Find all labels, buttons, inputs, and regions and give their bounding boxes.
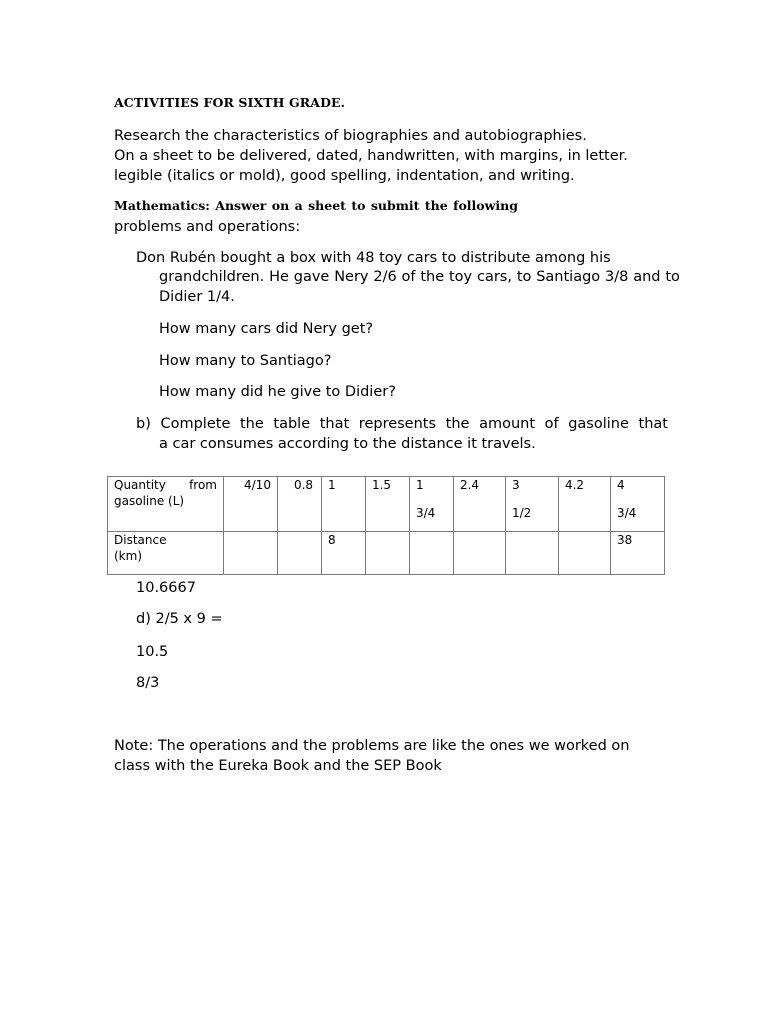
label-text: gasoline (L) xyxy=(114,494,185,508)
table-cell[interactable]: 1 xyxy=(321,477,365,532)
word: that xyxy=(638,416,668,432)
label-text: from xyxy=(189,478,217,492)
word: table xyxy=(273,416,311,432)
table-cell[interactable]: 0.8 xyxy=(277,477,321,532)
intro-line-2: On a sheet to be delivered, dated, handwritten, with margins, in letter. xyxy=(114,148,628,164)
fraction: 1/2 xyxy=(511,506,532,520)
word: the xyxy=(445,416,470,432)
problem-a-line-1: Don Rubén bought a box with 48 toy cars to distribute among his xyxy=(136,250,611,266)
word: of xyxy=(544,416,559,432)
table-cell[interactable] xyxy=(505,532,558,575)
table-cell[interactable] xyxy=(409,477,453,532)
note-line-1: Note: The operations and the problems are like the ones we worked on xyxy=(114,738,630,754)
table-row-gasoline xyxy=(108,477,665,532)
word: to xyxy=(665,269,680,285)
answer-2: d) 2/5 x 9 = xyxy=(136,611,223,627)
heading-word: Mathematics: xyxy=(114,198,210,213)
table-cell[interactable]: 38 xyxy=(610,532,664,575)
word: Nery xyxy=(334,269,369,285)
table-cell[interactable] xyxy=(610,477,664,532)
word: He xyxy=(269,269,289,285)
question-nery: How many cars did Nery get? xyxy=(159,321,374,337)
table-cell[interactable]: 2.4 xyxy=(453,477,505,532)
word: gave xyxy=(293,269,330,285)
word: to xyxy=(516,269,532,285)
heading-word: on xyxy=(271,198,290,213)
table-cell[interactable]: 8 xyxy=(321,532,365,575)
word: the xyxy=(239,416,264,432)
answer-4: 8/3 xyxy=(136,675,160,691)
word: that xyxy=(319,416,350,432)
word: represents xyxy=(358,416,437,432)
intro-line-3: legible (italics or mold), good spelling, indentation, and writing. xyxy=(114,168,575,184)
table-cell[interactable]: 1.5 xyxy=(365,477,409,532)
heading-word: sheet xyxy=(308,198,346,213)
problem-a-line-2 xyxy=(159,267,680,287)
table-cell[interactable] xyxy=(409,532,453,575)
intro-line-1: Research the characteristics of biographies and autobiographies. xyxy=(114,128,587,144)
word: cars, xyxy=(476,269,512,285)
fraction: 3/4 xyxy=(616,506,637,520)
question-santiago: How many to Santiago? xyxy=(159,353,332,369)
table-cell[interactable]: 4.2 xyxy=(558,477,610,532)
answer-3: 10.5 xyxy=(136,644,169,660)
math-subheading: problems and operations: xyxy=(114,219,301,235)
math-heading xyxy=(114,198,518,213)
answer-1: 10.6667 xyxy=(136,580,196,596)
row-label-gasoline xyxy=(108,477,224,532)
word: the xyxy=(420,269,445,285)
heading-word: to xyxy=(351,198,366,213)
word: b) xyxy=(136,416,151,432)
word: Complete xyxy=(160,416,231,432)
table-cell[interactable] xyxy=(505,477,558,532)
document-title: ACTIVITIES FOR SIXTH GRADE. xyxy=(114,95,346,110)
whole: 3 xyxy=(511,478,520,492)
whole: 4 xyxy=(616,478,625,492)
table-cell[interactable]: 4/10 xyxy=(224,477,278,532)
word: 2/6 xyxy=(373,269,397,285)
question-didier: How many did he give to Didier? xyxy=(159,384,396,400)
label-text: Distance xyxy=(114,533,167,547)
heading-word: following xyxy=(453,198,518,213)
row-label-distance xyxy=(108,532,224,575)
label-text: (km) xyxy=(114,549,143,563)
problem-a-line-3: Didier 1/4. xyxy=(159,289,235,305)
word: amount xyxy=(479,416,536,432)
word: Santiago xyxy=(536,269,601,285)
word: of xyxy=(401,269,416,285)
table-cell[interactable] xyxy=(558,532,610,575)
word: gasoline xyxy=(568,416,629,432)
table-cell[interactable] xyxy=(224,532,278,575)
fraction: 3/4 xyxy=(415,506,436,520)
note-line-2: class with the Eureka Book and the SEP Book xyxy=(114,758,442,774)
whole: 1 xyxy=(415,478,424,492)
table-cell[interactable] xyxy=(453,532,505,575)
heading-word: Answer xyxy=(215,198,267,213)
problem-b-line-2: a car consumes according to the distance it travels. xyxy=(159,436,536,452)
problem-b-line-1 xyxy=(136,414,668,434)
heading-word: submit xyxy=(370,198,420,213)
heading-word: the xyxy=(424,198,448,213)
gasoline-distance-table xyxy=(107,476,665,575)
word: grandchildren. xyxy=(159,269,265,285)
heading-word: a xyxy=(294,198,303,213)
table-row-distance xyxy=(108,532,665,575)
table-cell[interactable] xyxy=(365,532,409,575)
word: 3/8 xyxy=(605,269,629,285)
table-cell[interactable] xyxy=(277,532,321,575)
word: toy xyxy=(449,269,473,285)
label-text: Quantity xyxy=(114,478,166,492)
word: and xyxy=(633,269,661,285)
